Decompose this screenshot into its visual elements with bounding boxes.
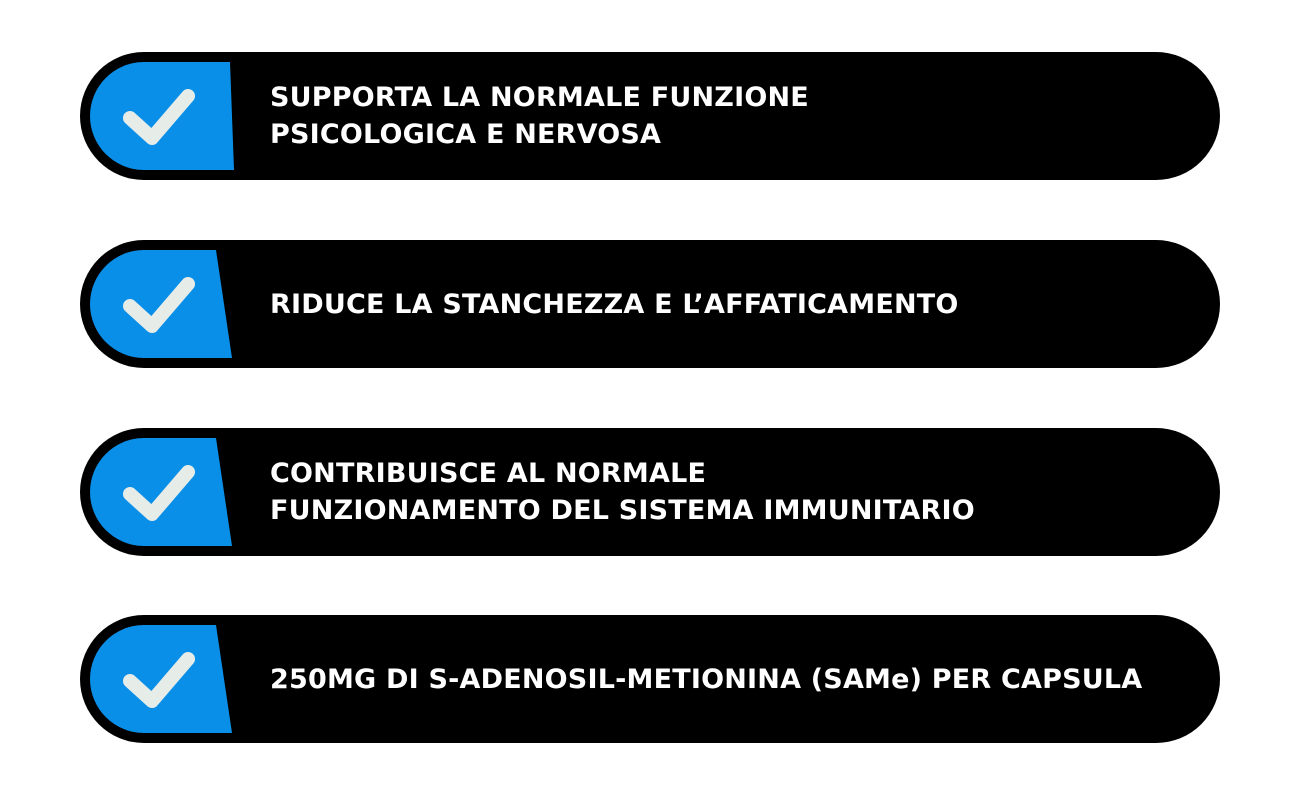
benefit-label (270, 52, 1170, 180)
benefit-label (270, 240, 1170, 368)
benefit-item (80, 52, 1220, 180)
benefit-label (270, 428, 1170, 556)
check-badge (80, 428, 240, 556)
benefit-item (80, 240, 1220, 368)
benefit-line: FUNZIONAMENTO DEL SISTEMA IMMUNITARIO (270, 495, 975, 526)
benefit-line: SUPPORTA LA NORMALE FUNZIONE (270, 82, 809, 113)
check-badge (80, 52, 240, 180)
benefit-label (270, 615, 1170, 743)
check-badge (80, 240, 240, 368)
benefit-line: 250MG DI S-ADENOSIL-METIONINA (SAMe) PER CAPSULA (270, 663, 1143, 695)
benefit-line: CONTRIBUISCE AL NORMALE (270, 458, 707, 489)
benefit-line: PSICOLOGICA E NERVOSA (270, 119, 662, 150)
check-badge (80, 615, 240, 743)
benefit-item (80, 615, 1220, 743)
benefit-item (80, 428, 1220, 556)
benefit-line: RIDUCE LA STANCHEZZA E L’AFFATICAMENTO (270, 288, 959, 320)
